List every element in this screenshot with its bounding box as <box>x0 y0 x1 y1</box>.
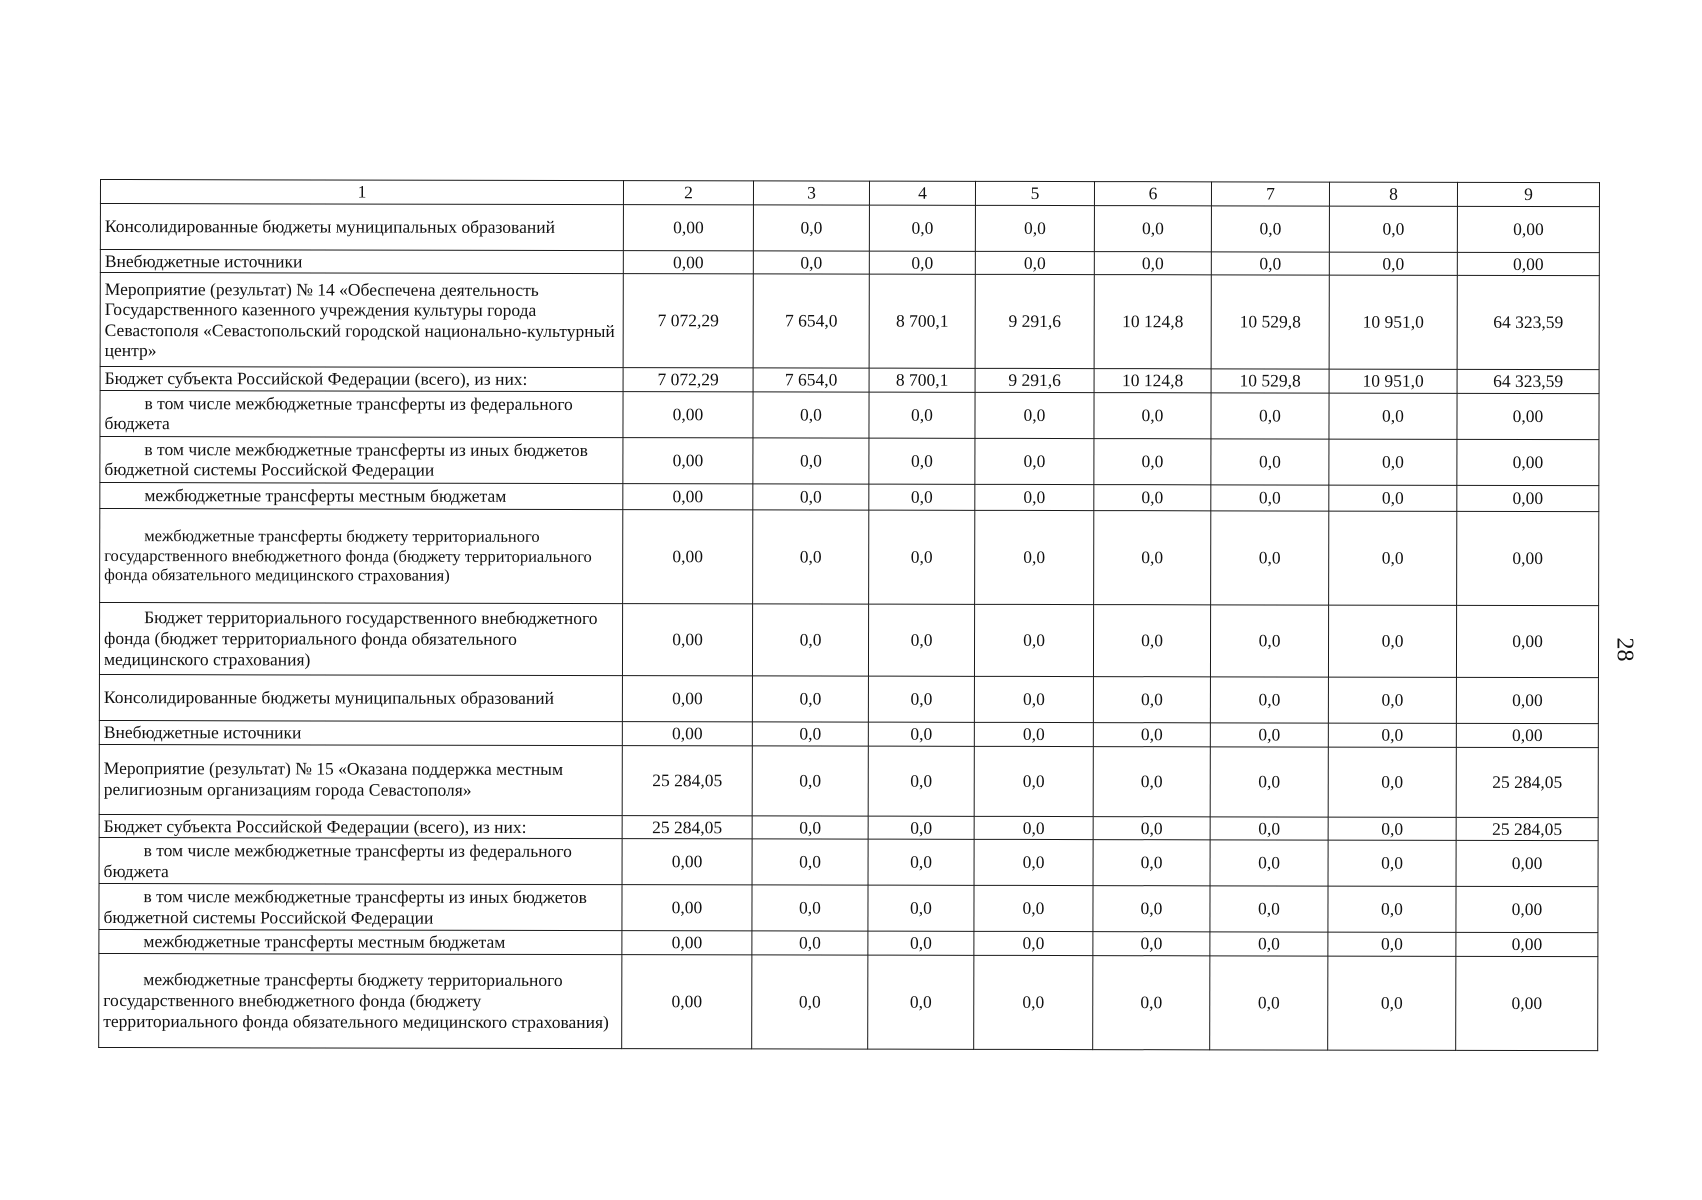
value-cell: 0,0 <box>868 604 974 676</box>
header-cell: 2 <box>623 181 753 205</box>
value-cell: 0,00 <box>1457 206 1599 252</box>
value-cell: 0,0 <box>1093 816 1210 840</box>
value-cell: 0,0 <box>974 932 1093 956</box>
value-cell: 0,0 <box>869 205 975 251</box>
row-label: межбюджетные трансферты бюджету территориального государственного внебюджетного фонда (бюджету территориального фонда обязательного медицинского страхования) <box>99 953 622 1048</box>
value-cell: 0,0 <box>868 931 974 955</box>
value-cell: 0,00 <box>623 392 753 438</box>
value-cell: 0,0 <box>868 722 974 746</box>
value-cell: 0,0 <box>1329 252 1457 276</box>
value-cell: 0,0 <box>1093 932 1210 956</box>
table-row <box>99 674 1598 723</box>
value-cell: 0,0 <box>1329 511 1457 605</box>
value-cell: 0,00 <box>1457 485 1599 511</box>
value-cell: 0,0 <box>752 676 868 722</box>
value-cell: 0,0 <box>868 885 974 931</box>
value-cell: 0,0 <box>1211 251 1329 275</box>
row-label: в том числе межбюджетные трансферты из иных бюджетов бюджетной системы Российской Федерации <box>99 884 622 931</box>
value-cell: 0,0 <box>868 839 974 885</box>
value-cell: 0,0 <box>869 510 975 604</box>
value-cell: 0,0 <box>1094 251 1211 275</box>
value-cell: 10 124,8 <box>1094 275 1211 369</box>
value-cell: 0,0 <box>1210 840 1328 886</box>
table-row <box>99 838 1598 887</box>
value-cell: 0,0 <box>869 392 975 438</box>
header-cell: 7 <box>1211 182 1329 206</box>
value-cell: 0,0 <box>1210 723 1328 747</box>
row-label: в том числе межбюджетные трансферты из иных бюджетов бюджетной системы Российской Федерации <box>100 436 623 483</box>
value-cell: 0,0 <box>752 839 868 885</box>
value-cell: 0,0 <box>974 746 1093 816</box>
row-label: Мероприятие (результат) № 14 «Обеспечена деятельность Государственного казенного учреждения культуры города Севастополя «Севастопольский городской национально-культурный центр» <box>100 273 623 368</box>
value-cell: 0,0 <box>753 251 869 275</box>
table-row <box>99 884 1598 933</box>
table-row <box>100 273 1599 370</box>
row-label: межбюджетные трансферты местным бюджетам <box>99 930 622 955</box>
value-cell: 25 284,05 <box>622 815 752 839</box>
value-cell: 0,0 <box>1211 205 1329 251</box>
header-cell: 3 <box>753 181 869 205</box>
value-cell: 0,0 <box>974 955 1093 1049</box>
value-cell: 0,0 <box>1210 605 1328 677</box>
value-cell: 0,0 <box>1329 485 1457 511</box>
value-cell: 0,00 <box>623 204 753 250</box>
header-cell: 1 <box>100 180 623 205</box>
value-cell: 0,0 <box>1210 956 1328 1050</box>
value-cell: 0,00 <box>1456 723 1598 747</box>
value-cell: 0,0 <box>1211 393 1329 439</box>
value-cell: 25 284,05 <box>1456 747 1598 817</box>
value-cell: 0,0 <box>1328 817 1456 841</box>
value-cell: 0,00 <box>1457 252 1599 276</box>
value-cell: 7 654,0 <box>753 274 869 368</box>
header-cell: 9 <box>1457 182 1599 206</box>
value-cell: 0,00 <box>1456 887 1598 933</box>
value-cell: 0,00 <box>623 250 753 274</box>
value-cell: 0,0 <box>869 484 975 510</box>
row-label: Консолидированные бюджеты муниципальных образований <box>99 674 622 721</box>
budget-table <box>98 179 1600 1051</box>
table-row <box>99 953 1598 1050</box>
value-cell: 0,0 <box>752 604 868 676</box>
value-cell: 0,00 <box>622 954 752 1048</box>
value-cell: 0,0 <box>752 815 868 839</box>
value-cell: 0,0 <box>869 251 975 275</box>
value-cell: 0,0 <box>752 745 868 815</box>
value-cell: 0,0 <box>1093 677 1210 723</box>
value-cell: 0,0 <box>1093 886 1210 932</box>
value-cell: 7 654,0 <box>753 368 869 392</box>
value-cell: 8 700,1 <box>869 274 975 368</box>
value-cell: 0,0 <box>974 840 1093 886</box>
value-cell: 0,0 <box>1329 206 1457 252</box>
row-label: Консолидированные бюджеты муниципальных образований <box>100 203 623 250</box>
value-cell: 64 323,59 <box>1457 370 1599 394</box>
value-cell: 0,00 <box>623 510 753 604</box>
row-label: межбюджетные трансферты бюджету территориального государственного внебюджетного фонда (бюджету территориального фонда обязательного медицинского страхования) <box>100 508 623 603</box>
value-cell: 0,00 <box>623 438 753 484</box>
value-cell: 25 284,05 <box>1456 817 1598 841</box>
value-cell: 0,0 <box>752 931 868 955</box>
value-cell: 10 529,8 <box>1211 369 1329 393</box>
value-cell: 0,0 <box>1210 677 1328 723</box>
header-cell: 4 <box>869 181 975 205</box>
table-row <box>100 436 1599 485</box>
value-cell: 0,0 <box>752 955 868 1049</box>
row-label: Мероприятие (результат) № 15 «Оказана поддержка местным религиозным организациям города Севастополя» <box>99 744 622 815</box>
value-cell: 0,00 <box>1456 605 1598 677</box>
value-cell: 0,0 <box>1093 723 1210 747</box>
value-cell: 0,0 <box>1328 840 1456 886</box>
table-row <box>100 367 1599 394</box>
table-row <box>100 390 1599 439</box>
value-cell: 10 529,8 <box>1211 275 1329 369</box>
table-row <box>100 508 1599 605</box>
value-cell: 0,0 <box>753 484 869 510</box>
value-cell: 0,0 <box>1328 677 1456 723</box>
value-cell: 64 323,59 <box>1457 276 1599 370</box>
row-label: Внебюджетные источники <box>99 720 622 745</box>
value-cell: 0,0 <box>753 205 869 251</box>
value-cell: 0,0 <box>1329 439 1457 485</box>
value-cell: 0,0 <box>868 955 974 1049</box>
table-row <box>99 720 1598 747</box>
value-cell: 0,0 <box>1093 605 1210 677</box>
row-label: Бюджет территориального государственного внебюджетного фонда (бюджет территориального фонда обязательного медицинского страхования) <box>99 602 622 675</box>
value-cell: 0,0 <box>868 816 974 840</box>
value-cell: 0,00 <box>622 931 752 955</box>
table-row <box>100 203 1599 252</box>
value-cell: 0,0 <box>1094 393 1211 439</box>
value-cell: 0,0 <box>1328 886 1456 932</box>
value-cell: 0,0 <box>975 251 1094 275</box>
value-cell: 0,0 <box>1328 932 1456 956</box>
value-cell: 0,00 <box>622 722 752 746</box>
value-cell: 9 291,6 <box>975 369 1094 393</box>
value-cell: 0,00 <box>622 604 752 676</box>
value-cell: 25 284,05 <box>622 745 752 815</box>
value-cell: 0,0 <box>974 604 1093 676</box>
value-cell: 0,0 <box>975 484 1094 510</box>
row-label: межбюджетные трансферты местным бюджетам <box>100 482 623 509</box>
value-cell: 9 291,6 <box>975 275 1094 369</box>
value-cell: 7 072,29 <box>623 274 753 368</box>
value-cell: 0,0 <box>1093 746 1210 816</box>
value-cell: 0,00 <box>1456 841 1598 887</box>
value-cell: 0,0 <box>1210 746 1328 816</box>
table-body <box>99 180 1600 1051</box>
value-cell: 0,0 <box>1094 485 1211 511</box>
value-cell: 0,0 <box>1094 205 1211 251</box>
value-cell: 0,00 <box>1457 393 1599 439</box>
value-cell: 0,0 <box>868 746 974 816</box>
table-row <box>99 744 1598 817</box>
header-cell: 5 <box>975 181 1094 205</box>
table-row <box>99 814 1598 841</box>
value-cell: 0,0 <box>753 392 869 438</box>
value-cell: 0,0 <box>975 392 1094 438</box>
row-label: Бюджет субъекта Российской Федерации (всего), из них: <box>99 814 622 839</box>
value-cell: 0,0 <box>974 816 1093 840</box>
value-cell: 0,0 <box>975 438 1094 484</box>
value-cell: 0,00 <box>623 484 753 510</box>
value-cell: 0,0 <box>974 886 1093 932</box>
value-cell: 0,0 <box>1210 886 1328 932</box>
value-cell: 0,0 <box>975 510 1094 604</box>
value-cell: 0,0 <box>1094 439 1211 485</box>
value-cell: 0,0 <box>1211 485 1329 511</box>
value-cell: 0,0 <box>1328 747 1456 817</box>
header-cell: 8 <box>1329 182 1457 206</box>
value-cell: 0,0 <box>1328 723 1456 747</box>
value-cell: 0,0 <box>1210 816 1328 840</box>
value-cell: 10 951,0 <box>1329 275 1457 369</box>
value-cell: 0,00 <box>1457 439 1599 485</box>
value-cell: 0,0 <box>974 676 1093 722</box>
value-cell: 0,0 <box>753 438 869 484</box>
value-cell: 0,0 <box>752 885 868 931</box>
value-cell: 0,0 <box>1211 439 1329 485</box>
value-cell: 0,0 <box>869 438 975 484</box>
value-cell: 0,0 <box>975 205 1094 251</box>
value-cell: 10 951,0 <box>1329 369 1457 393</box>
row-label: в том числе межбюджетные трансферты из федерального бюджета <box>100 390 623 437</box>
value-cell: 8 700,1 <box>869 368 975 392</box>
row-label: Внебюджетные источники <box>100 249 623 274</box>
row-label: в том числе межбюджетные трансферты из федерального бюджета <box>99 838 622 885</box>
header-row <box>100 180 1599 207</box>
row-label: Бюджет субъекта Российской Федерации (всего), из них: <box>100 367 623 392</box>
value-cell: 0,0 <box>1328 605 1456 677</box>
value-cell: 10 124,8 <box>1094 369 1211 393</box>
table-row <box>100 249 1599 276</box>
value-cell: 0,00 <box>1457 511 1599 605</box>
value-cell: 0,0 <box>1329 393 1457 439</box>
value-cell: 0,00 <box>1456 677 1598 723</box>
table-row <box>100 482 1599 511</box>
value-cell: 0,0 <box>1211 511 1329 605</box>
page-number: 28 <box>1611 637 1638 662</box>
value-cell: 0,0 <box>1210 932 1328 956</box>
value-cell: 0,0 <box>752 722 868 746</box>
value-cell: 0,0 <box>753 510 869 604</box>
value-cell: 0,0 <box>974 722 1093 746</box>
header-cell: 6 <box>1094 182 1211 206</box>
value-cell: 0,0 <box>868 676 974 722</box>
value-cell: 0,00 <box>1456 933 1598 957</box>
value-cell: 0,0 <box>1094 511 1211 605</box>
value-cell: 0,00 <box>622 885 752 931</box>
value-cell: 0,0 <box>1093 840 1210 886</box>
value-cell: 0,00 <box>622 676 752 722</box>
value-cell: 0,00 <box>622 839 752 885</box>
table-row <box>99 930 1598 957</box>
value-cell: 7 072,29 <box>623 368 753 392</box>
value-cell: 0,0 <box>1328 956 1456 1050</box>
value-cell: 0,0 <box>1093 955 1210 1049</box>
table-row <box>99 602 1598 677</box>
value-cell: 0,00 <box>1456 956 1598 1050</box>
